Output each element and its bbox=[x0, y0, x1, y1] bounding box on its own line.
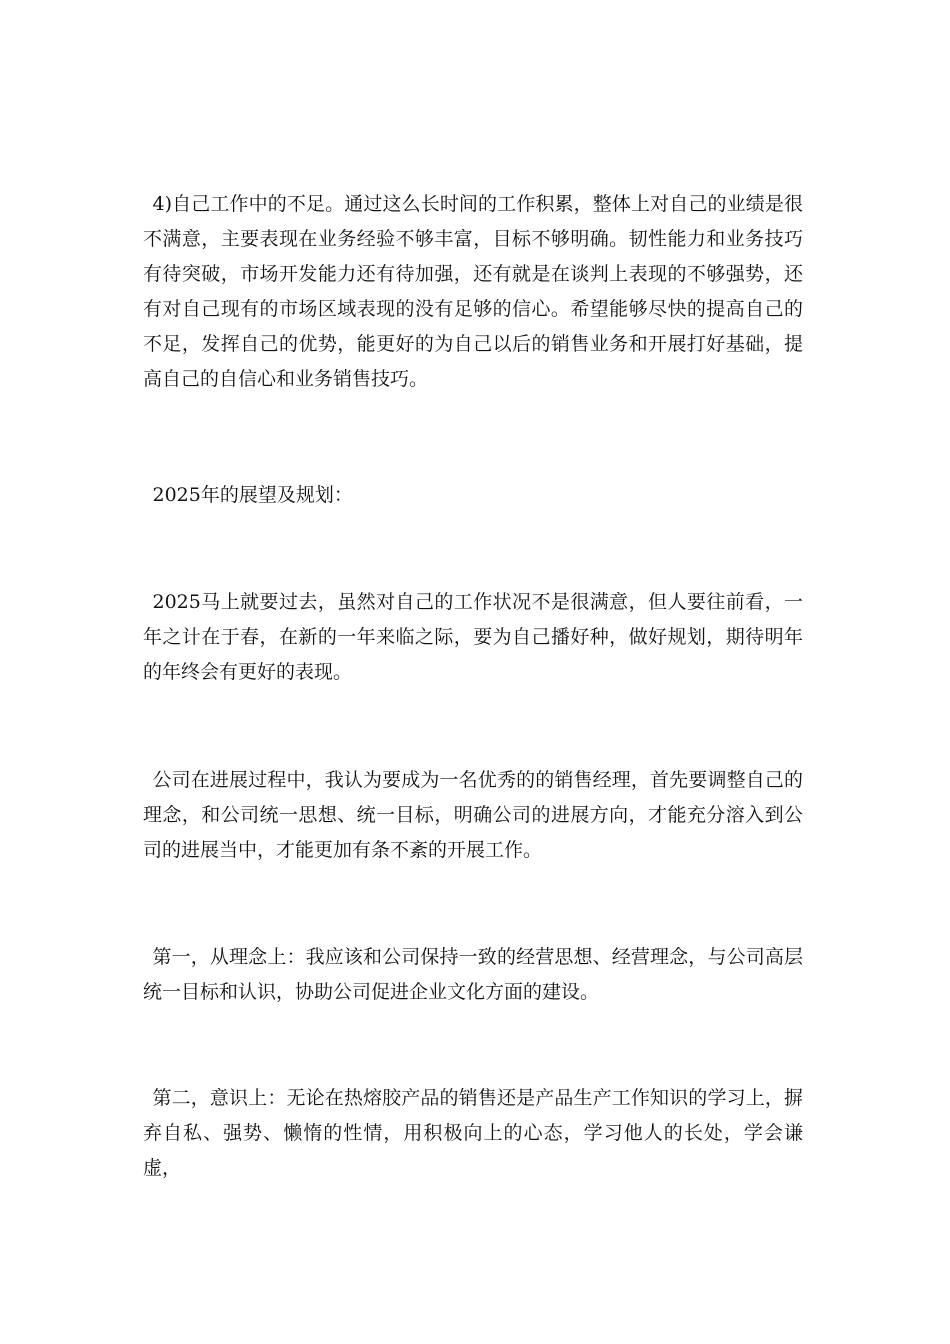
paragraph-company-progress: 公司在进展过程中，我认为要成为一名优秀的的销售经理，首先要调整自己的理念，和公司统一思想、统一目标，明确公司的进展方向，才能充分溶入到公司的进展当中，才能更加有条不紊的开展工作。 bbox=[143, 769, 803, 861]
paragraph-second-awareness: 第二，意识上：无论在热熔胶产品的销售还是产品生产工作知识的学习上，摒弃自私、强势、懒惰的性情，用积极向上的心态，学习他人的长处，学会谦虚， bbox=[143, 1087, 803, 1179]
paragraph-first-concept: 第一，从理念上：我应该和公司保持一致的经营思想、经营理念，与公司高层统一目标和认识，协助公司促进企业文化方面的建设。 bbox=[143, 946, 803, 1003]
paragraph-year-review: 2025马上就要过去，虽然对自己的工作状况不是很满意，但人要往前看，一年之计在于春，在新的一年来临之际，要为自己播好种，做好规划，期待明年的年终会有更好的表现。 bbox=[143, 591, 803, 683]
section-heading-outlook: 2025年的展望及规划： bbox=[152, 484, 353, 506]
paragraph-shortcomings: 4)自己工作中的不足。通过这么长时间的工作积累，整体上对自己的业绩是很不满意，主要表现在业务经验不够丰富，目标不够明确。韧性能力和业务技巧有待突破，市场开发能力还有待加强，还有就是在谈判上表现的不够强势，还有对自己现有的市场区域表现的没有足够的信心。希望能够尽快的提高自己的不足，发挥自己的优势，能更好的为自己以后的销售业务和开展打好基础，提高自己的自信心和业务销售技巧。 bbox=[143, 193, 803, 390]
